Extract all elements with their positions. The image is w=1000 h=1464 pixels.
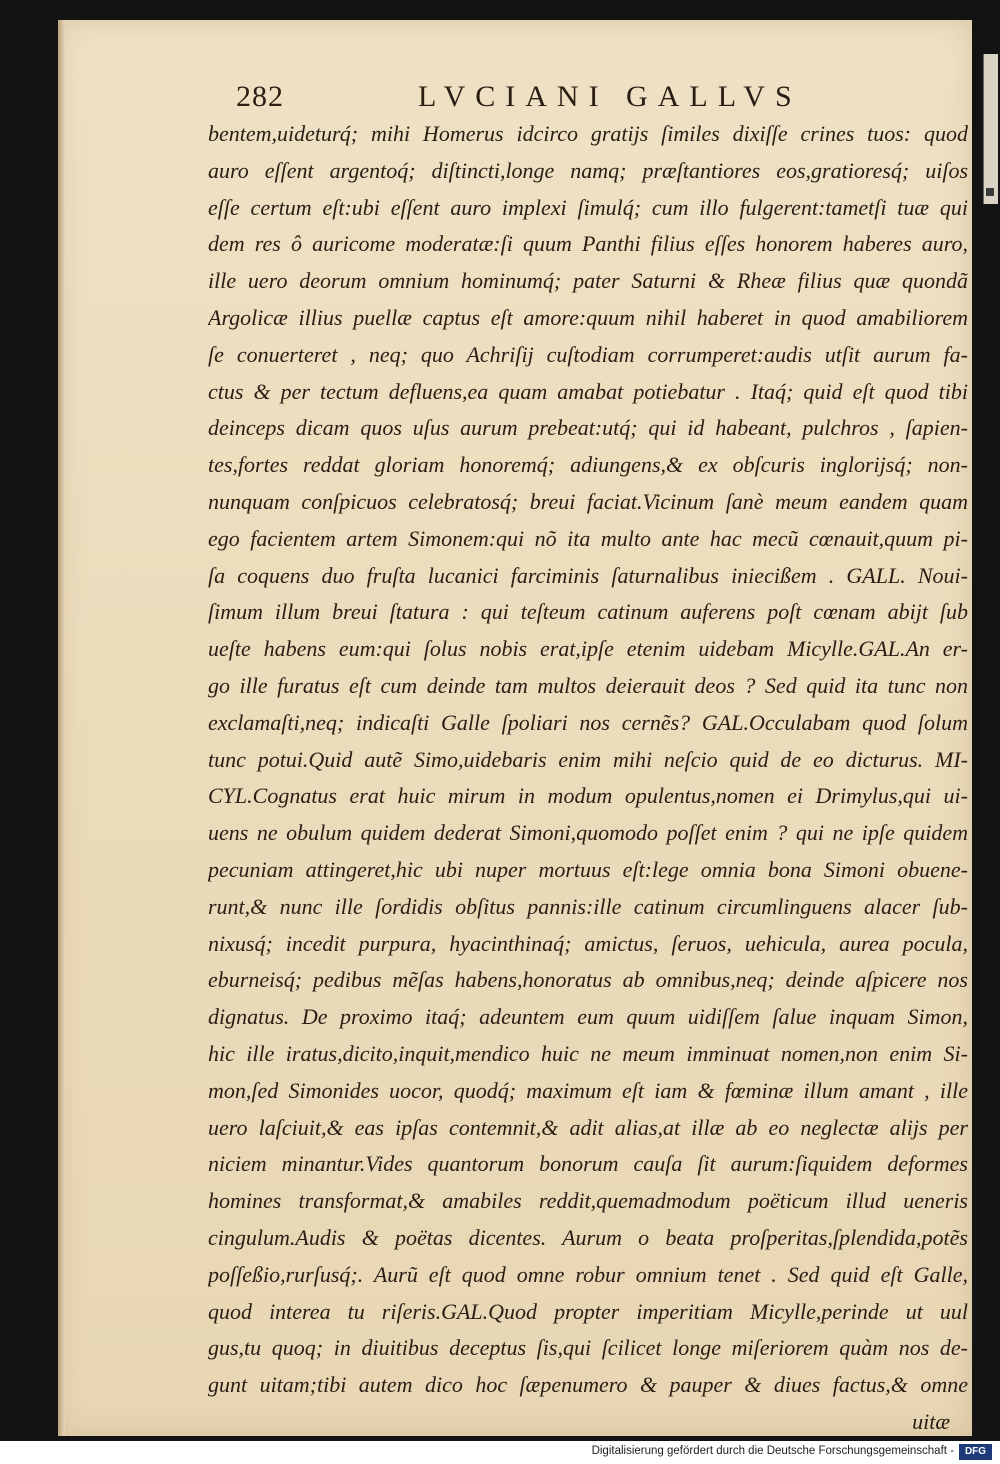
dfg-logo-icon: DFG — [959, 1444, 992, 1460]
body-text — [208, 116, 968, 1441]
text-line: niciem minantur.Vides quantorum bonorum cauſa ſit aurum:ſiquidem deformes — [208, 1151, 968, 1177]
text-line: auro eſſent argentoq́; diſtincti,longe namq; præſtantiores eos,gratioresq́; uiſos — [208, 157, 968, 183]
text-line: ueſte habens eum:qui ſolus nobis erat,ipſe etenim uidebam Micylle.GAL.An er- — [208, 636, 968, 662]
text-line: tes,fortes reddat gloriam honoremq́; adiungens,& ex obſcuris inglorijsq́; non- — [208, 452, 968, 478]
text-line: Argolicæ illius puellæ captus eſt amore:quum nihil haberet in quod amabiliorem — [208, 304, 968, 330]
text-line: uero laſciuit,& eas ipſas contemnit,& adit alias,at illæ ab eo neglectæ alijs per — [208, 1114, 968, 1140]
scan-tab-mark — [986, 188, 994, 196]
text-line: nunquam conſpicuos celebratosq́; breui faciat.Vicinum ſanè meum eandem quam — [208, 488, 968, 514]
page-number: 282 — [236, 80, 284, 113]
text-line: deinceps dicam quos uſus aurum prebeat:utq́; qui id habeant, pulchros , ſapien- — [208, 415, 968, 441]
text-line: exclamaſti,neq; indicaſti Galle ſpoliari nos cernẽs? GAL.Occulabam quod ſolum — [208, 709, 968, 735]
text-line: go ille furatus eſt cum deinde tam multos deierauit deos ? Sed quid ita tunc non — [208, 672, 968, 698]
page-gutter-edge — [58, 20, 65, 1436]
text-line: poſſeßio,rurſusq́;. Aurũ eſt quod omne robur omnium tenet . Sed quid eſt Galle, — [208, 1261, 968, 1287]
text-line: gus,tu quoq; in diuitibus deceptus ſis,qui ſcilicet longe miſeriorem quàm nos de- — [208, 1335, 968, 1361]
text-line: eſſe certum eſt:ubi eſſent auro implexi ſimulq́; cum illo fulgerent:tametſi tuæ qui — [208, 194, 968, 220]
text-line: eburneisq́; pedibus mẽſas habens,honoratus ab omnibus,neq; deinde aſpicere nos — [208, 967, 968, 993]
text-line: gunt uitam;tibi autem dico hoc ſæpenumero & pauper & diues factus,& omne — [208, 1372, 968, 1398]
funding-credit: Digitalisierung gefördert durch die Deutsche Forschungsgemeinschaft - — [591, 1445, 954, 1457]
text-line: homines transformat,& amabiles reddit,quemadmodum poëticum illud ueneris — [208, 1188, 968, 1214]
text-line: quod interea tu riſeris.GAL.Quod propter imperitiam Micylle,perinde ut uul — [208, 1298, 968, 1324]
text-line: tunc potui.Quid autẽ Simo,uidebaris enim mihi neſcio quid de eo dicturus. MI- — [208, 746, 968, 772]
text-line: ille uero deorum omnium hominumq́; pater Saturni & Rheæ filius quæ quondã — [208, 268, 968, 294]
running-head — [236, 78, 856, 118]
text-line: runt,& nunc ille ſordidis obſitus pannis:ille catinum circumlinguens alacer ſub- — [208, 893, 968, 919]
text-line: ego facientem artem Simonem:qui nõ ita multo ante hac mecũ cœnauit,quum pi- — [208, 525, 968, 551]
text-line: pecuniam attingeret,hic ubi nuper mortuus eſt:lege omnia bona Simoni obuene- — [208, 856, 968, 882]
text-line: ctus & per tectum defluens,ea quam amabat potiebatur . Itaq́; quid eſt quod tibi — [208, 378, 968, 404]
text-line: mon,ſed Simonides uocor, quodq́; maximum eſt iam & fœminæ illum amant , ille — [208, 1077, 968, 1103]
footer-bar — [0, 1441, 1000, 1464]
text-line: hic ille iratus,dicito,inquit,mendico huic ne meum imminuat nomen,non enim Si- — [208, 1040, 968, 1066]
text-line: uitæ — [912, 1408, 950, 1434]
text-line: CYL.Cognatus erat huic mirum in modum opulentus,nomen ei Drimylus,qui ui- — [208, 783, 968, 809]
text-line: ſa coquens duo fruſta lucanici farciminis ſaturnalibus iniecißem . GALL. Noui- — [208, 562, 968, 588]
text-line: dignatus. De proximo itaq́; adeuntem eum quum uidiſſem ſalue inquam Simon, — [208, 1004, 968, 1030]
text-line: dem res ô auricome moderatæ:ſi quum Panthi filius eſſes honorem haberes auro, — [208, 231, 968, 257]
running-title: LVCIANI GALLVS — [418, 80, 802, 113]
text-line: ſe conuerteret , neq; quo Achriſij cuſtodiam corrumperet:audis utſit aurum fa- — [208, 341, 968, 367]
text-line: uens ne obulum quidem dederat Simoni,quomodo poſſet enim ? qui ne ipſe quidem — [208, 820, 968, 846]
text-line: ſimum illum breui ſtatura : qui teſteum catinum auferens poſt cœnam abijt ſub — [208, 599, 968, 625]
text-line: nixusq́; incedit purpura, hyacinthinaq́; amictus, ſeruos, uehicula, aurea pocula, — [208, 930, 968, 956]
scan-color-tab — [983, 54, 998, 204]
text-line: bentem,uideturq́; mihi Homerus idcirco gratijs ſimiles dixiſſe crines tuos: quod — [208, 121, 968, 146]
text-line: cingulum.Audis & poëtas dicentes. Aurum o beata proſperitas,ſplendida,potẽs — [208, 1224, 968, 1250]
